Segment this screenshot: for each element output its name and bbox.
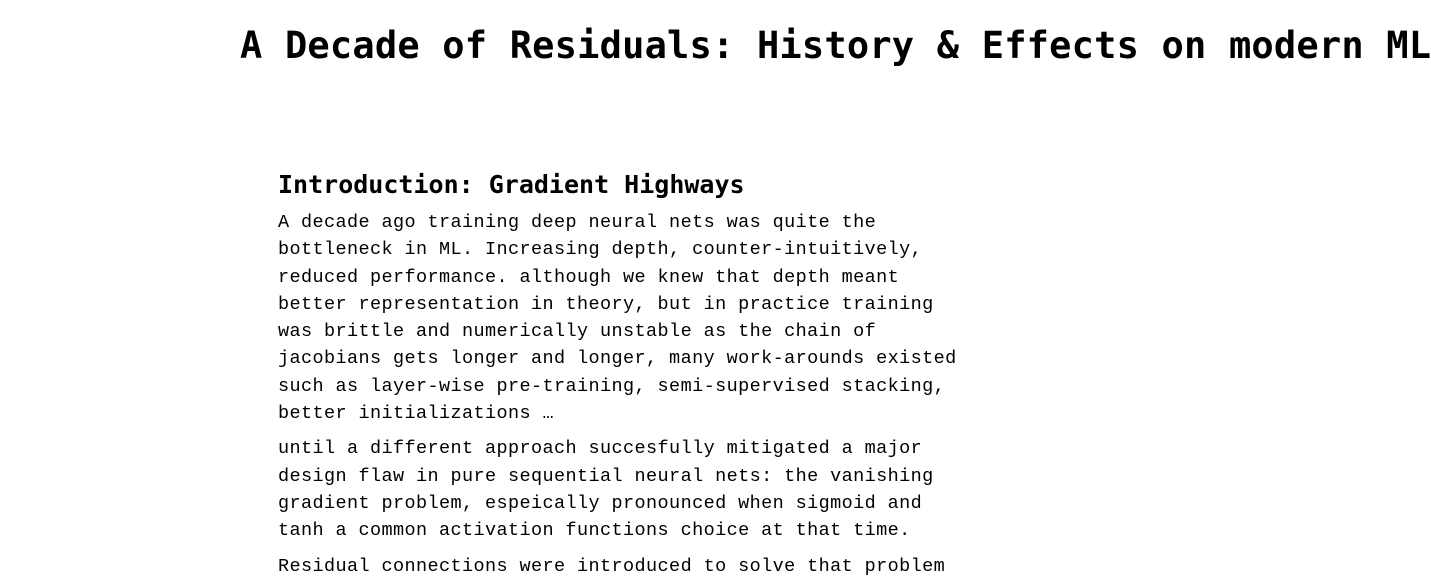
paragraph-line: A decade ago training deep neural nets was quite the <box>278 212 877 233</box>
title-line: Effects on modern ML <box>981 24 1431 67</box>
paragraph-line: bottleneck in ML. Increasing depth, counter-intuitively, <box>278 239 923 261</box>
paragraph-vanishing-gradient <box>278 435 978 544</box>
paragraph-line: gradient problem, espeically pronounced when sigmoid and <box>278 492 923 514</box>
paragraph-line: jacobians gets longer and longer, many work-arounds existed <box>278 348 957 370</box>
paragraph-line: Residual connections were introduced to solve that problem <box>278 555 946 577</box>
paragraph-line: design flaw in pure sequential neural nets: the vanishing <box>278 465 934 487</box>
paragraph-line: better initializations … <box>278 403 555 425</box>
paragraph-line: was brittle and numerically unstable as the chain of <box>278 321 877 343</box>
introduction-section <box>278 169 978 580</box>
paragraph-line: tanh a common activation functions choice at that time. <box>278 520 911 542</box>
paragraph-intro <box>278 209 978 427</box>
paragraph-line: until a different approach succesfully mitigated a major <box>278 438 923 460</box>
paragraph-residual-connections <box>278 553 978 580</box>
article-title <box>240 23 1431 68</box>
section-heading: Introduction: Gradient Highways <box>278 170 745 199</box>
paragraph-line: reduced performance. although we knew that depth meant <box>278 266 900 288</box>
paragraph-line: better representation in theory, but in practice training <box>278 293 934 315</box>
title-line: A Decade of Residuals: History & <box>240 24 960 67</box>
paragraph-line: such as layer-wise pre-training, semi-supervised stacking, <box>278 375 946 397</box>
